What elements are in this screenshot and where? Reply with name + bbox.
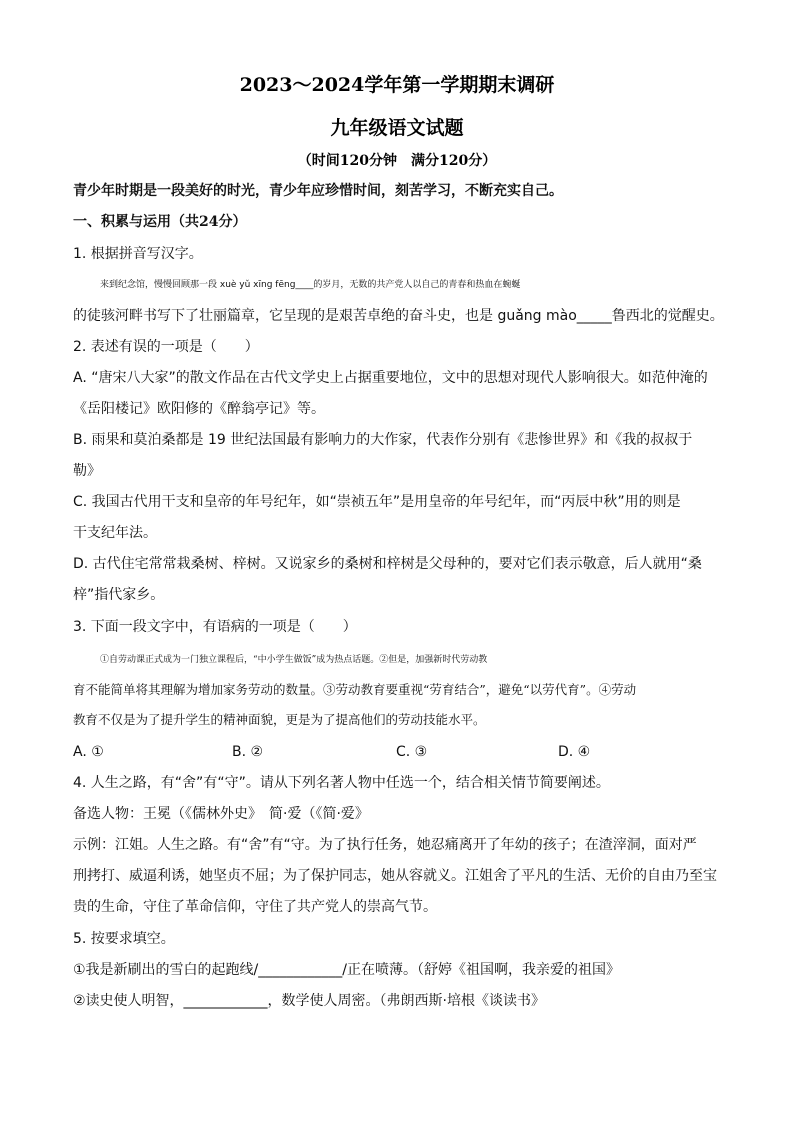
question-1-text-line: 来到纪念馆，慢慢回顾那一段 xuè yǔ xīng fēng____的岁月，无数的共产党人以自己的青春和热血在蜿蜒 [100,280,521,290]
question-2-option-d-cont: 梓”指代家乡。 [73,587,165,603]
question-4-candidates: 备选人物：王冕（《儒林外史》 简·爱（《简·爱》 [73,806,369,822]
question-2-option-d: D. 古代住宅常常栽桑树、梓树。又说家乡的桑树和梓树是父母种的，要对它们表示敬意，后人就用“桑 [73,556,702,572]
question-3-passage-line: ①自劳动课正式成为一门独立课程后，“中小学生做饭”成为热点话题。②但是，加强新时代劳动教 [100,655,488,665]
question-3-option-a: A. ① [73,744,104,760]
question-2-stem: 2. 表述有误的一项是（ ） [73,339,259,355]
question-5-stem: 5. 按要求填空。 [73,931,175,947]
question-1-stem: 1. 根据拼音写汉字。 [73,246,203,262]
question-2-option-c-cont: 干支纪年法。 [73,525,157,541]
question-1-text-line: 的徒骇河畔书写下了壮丽篇章，它呈现的是艰苦卓绝的奋斗史，也是 guǎng mào_____鲁西北的觉醒史。 [73,308,724,324]
question-3-option-b: B. ② [232,744,264,760]
question-3-option-d: D. ④ [558,744,591,760]
question-3-passage-line: 育不能简单将其理解为增加家务劳动的数量。③劳动教育要重视“劳育结合”，避免“以劳代育”。④劳动 [73,682,637,697]
exam-meta: （时间120分钟 满分120分） [297,153,497,169]
question-4-example-line: 示例：江姐。人生之路。有“舍”有“守。为了执行任务，她忍痛离开了年幼的孩子；在渣滓洞，面对严 [73,837,697,853]
question-2-option-b: B. 雨果和莫泊桑都是 19 世纪法国最有影响力的大作家，代表作分别有《悲惨世界》和《我的叔叔于 [73,432,693,448]
question-2-option-a-cont: 《岳阳楼记》欧阳修的《醉翁亭记》等。 [73,401,325,417]
motto: 青少年时期是一段美好的时光，青少年应珍惜时间，刻苦学习，不断充实自己。 [73,183,563,199]
exam-subtitle: 九年级语文试题 [330,117,464,139]
question-3-passage-line: 教育不仅是为了提升学生的精神面貌，更是为了提高他们的劳动技能水平。 [73,712,486,727]
question-2-option-a: A. “唐宋八大家”的散文作品在古代文学史上占据重要地位，文中的思想对现代人影响很大。如范仲淹的 [73,370,708,386]
section-heading: 一、积累与运用（共24分） [73,214,247,230]
question-2-option-b-cont: 勒》 [73,463,101,479]
question-5-item-1: ①我是新刷出的雪白的起跑线/____________/正在喷薄。（舒婷《祖国啊，我亲爱的祖国》 [73,962,620,978]
question-3-option-c: C. ③ [396,744,428,760]
question-4-example-line: 贵的生命，守住了革命信仰，守住了共产党人的崇高气节。 [73,899,437,915]
question-5-item-2: ②读史使人明智，____________，数学使人周密。（弗朗西斯·培根《谈读书》 [73,993,545,1009]
question-2-option-c: C. 我国古代用干支和皇帝的年号纪年，如“崇祯五年”是用皇帝的年号纪年，而“丙辰中秋”用的则是 [73,494,681,510]
question-3-stem: 3. 下面一段文字中，有语病的一项是（ ） [73,619,357,635]
question-4-example-line: 刑拷打、威逼利诱，她坚贞不屈；为了保护同志，她从容就义。江姐舍了平凡的生活、无价的自由乃至宝 [73,868,717,884]
question-4-stem: 4. 人生之路，有“舍”有“守”。请从下列名著人物中任选一个，结合相关情节简要阐述。 [73,775,610,791]
exam-title: 2023～2024学年第一学期期末调研 [239,74,555,96]
